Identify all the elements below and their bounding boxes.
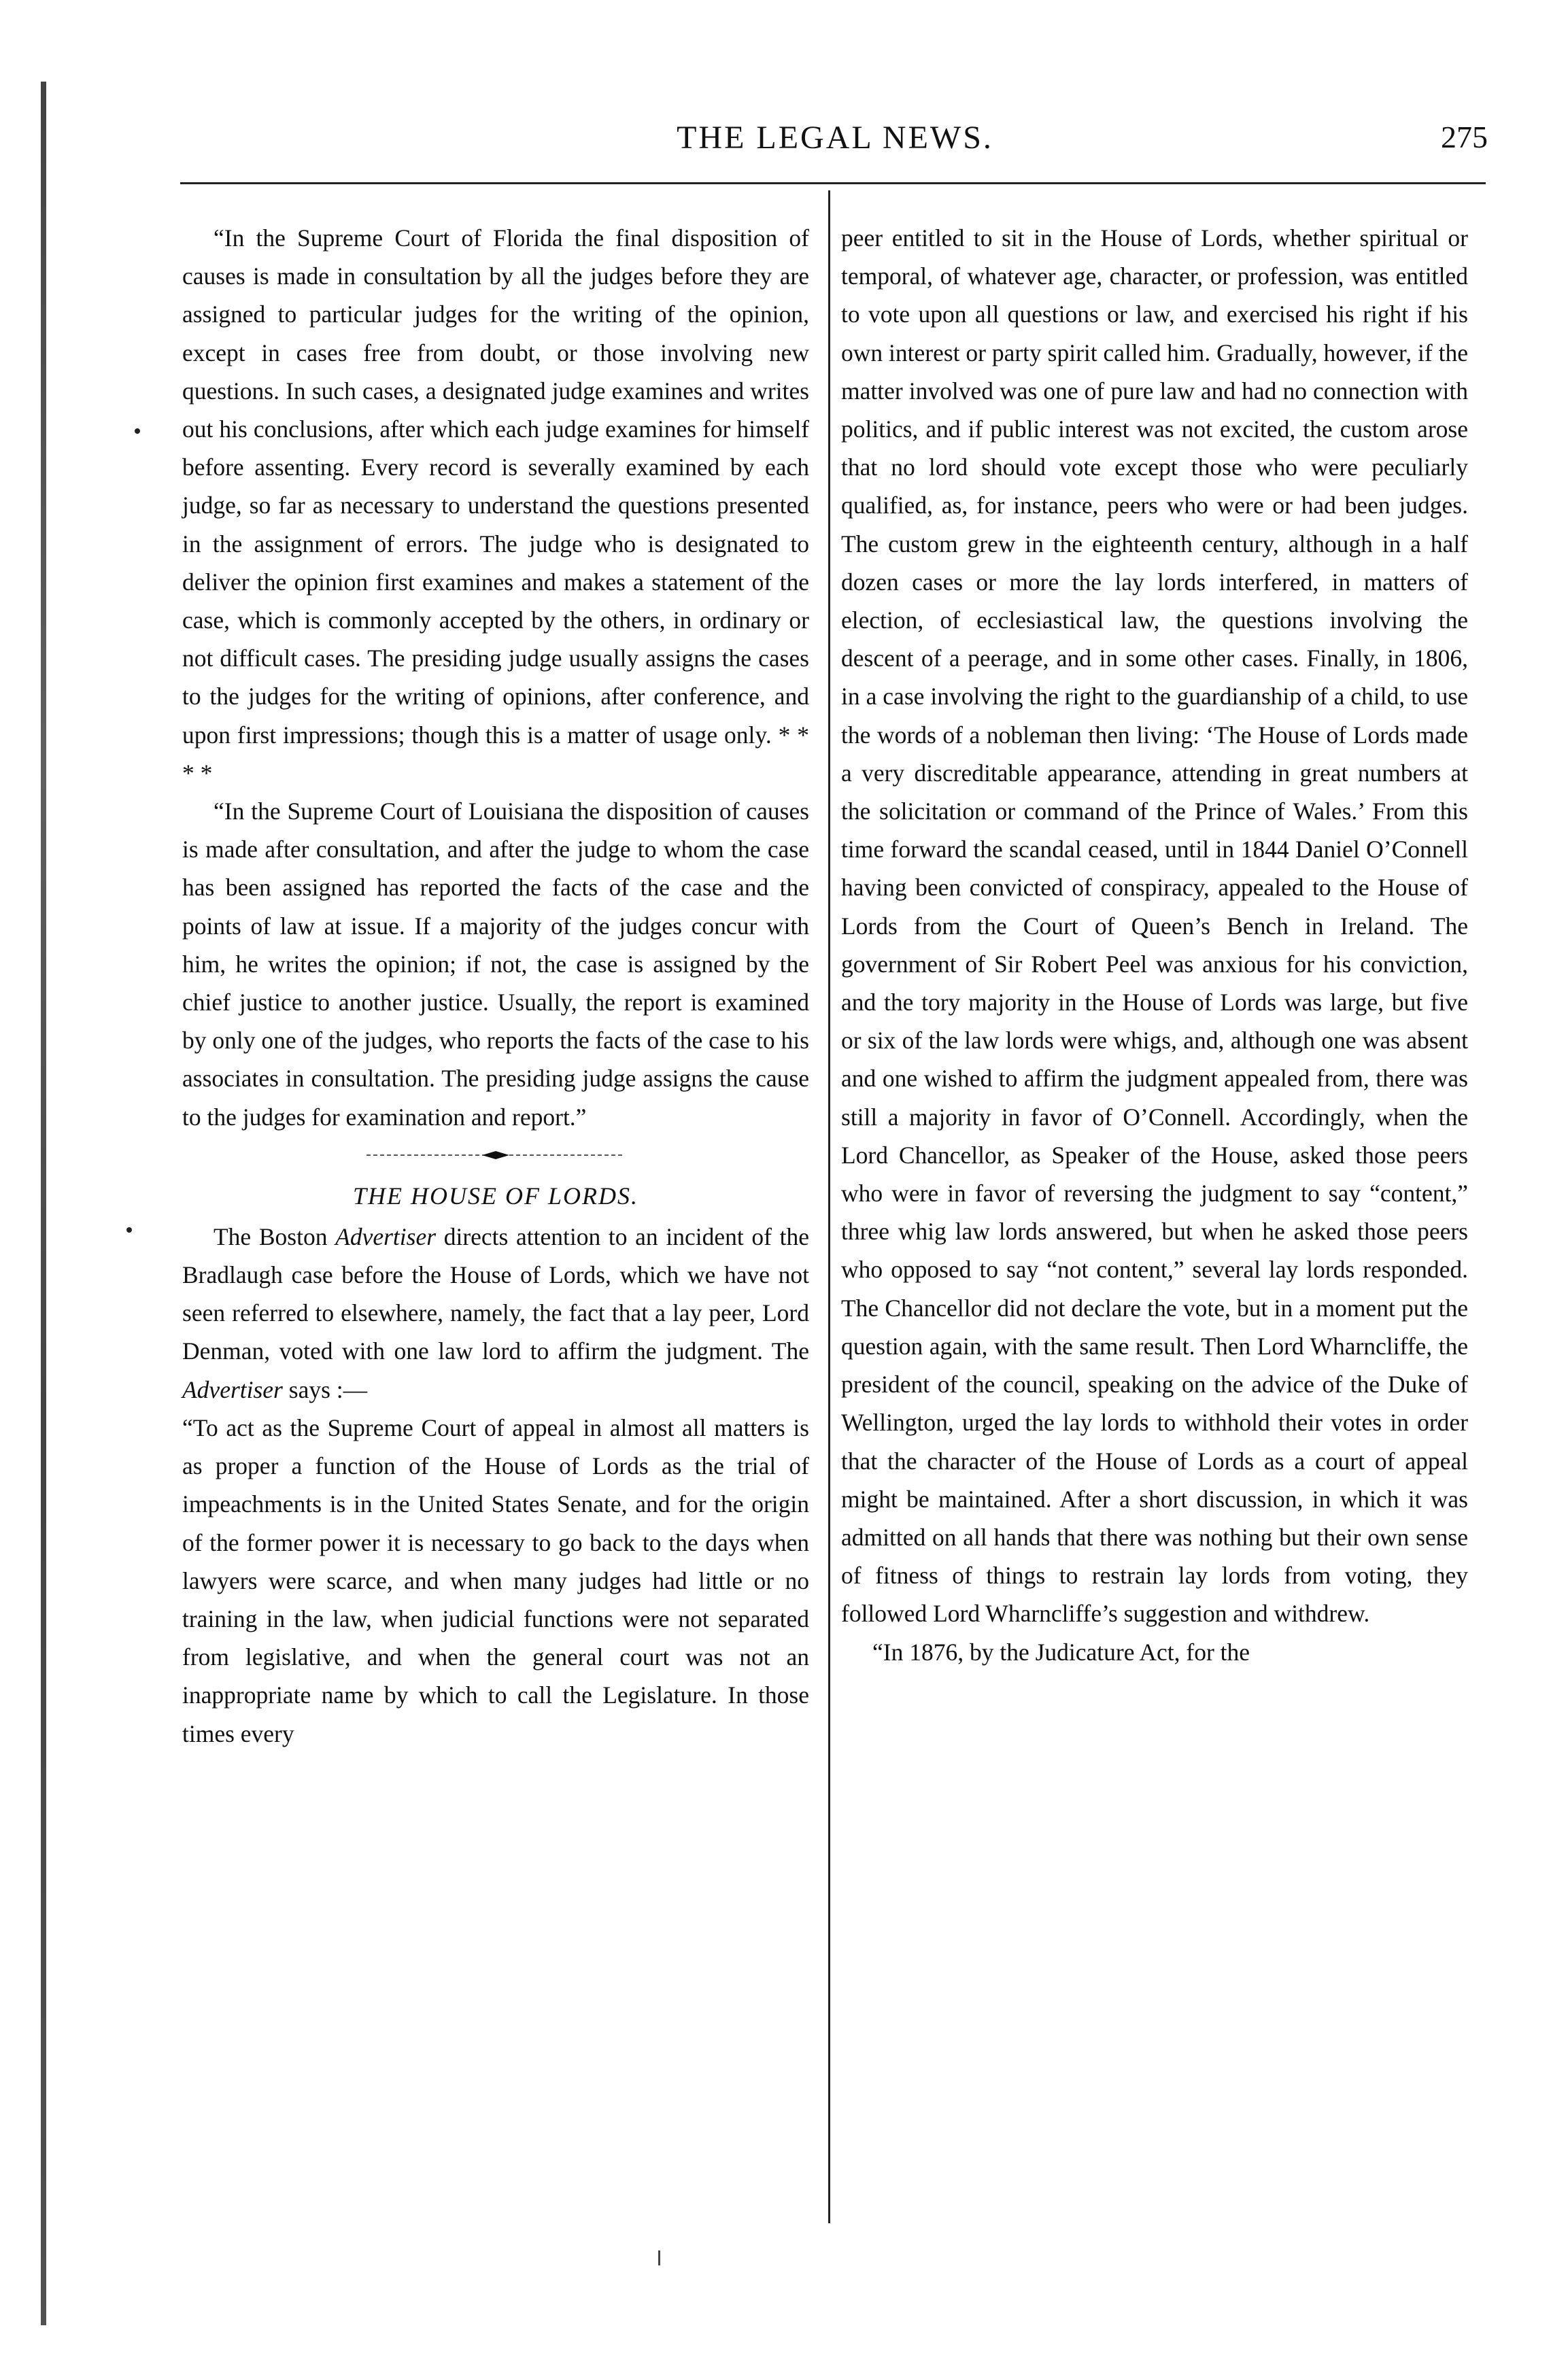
boston-advertiser-paragraph [182,1218,809,1409]
section-ornament [182,1136,809,1174]
page-number: 275 [1441,120,1488,154]
publication-name: Advertiser [335,1222,437,1250]
florida-paragraph: “In the Supreme Court of Florida the final disposition of causes is made in consultation by all the judges before they are assigned to particular judges for the writing of the opinion, except in cases free from doubt, or those involving new questions. In such cases, a designated judge examines and writes out his conclusions, after which each judge examines for himself before assenting. Every record is severally examined by each judge, so far as necessary to understand the questions presented in the assignment of errors. The judge who is designated to deliver the opinion first examines and makes a statement of the case, which is commonly accepted by the others, in ordinary or not difficult cases. The presiding judge usually assigns the cases to the judges for the writing of opinions, after conference, and upon first impressions; though this is a matter of usage only. * * * * [182,224,809,787]
text-run: says :— [282,1375,368,1403]
right-column [841,219,1468,1671]
ornament-rule-icon [346,1148,645,1162]
text-run: The Boston [214,1222,336,1250]
quotation-paragraph: “To act as the Supreme Court of appeal in almost all matters is as proper a function of the House of Lords as the trial of impeachments is in the United States Senate, and for the origin of the former power it is necessary to go back to the days when lawyers were scarce, and when many judges had little or no training in the law, when judicial functions were not separated from legislative, and when the general court was not an inappropriate name by which to call the Legislature. In those times every [182,1414,809,1747]
running-title: THE LEGAL NEWS. [677,120,993,156]
section-title: THE HOUSE OF LORDS. [353,1182,638,1210]
page-header [182,119,1488,173]
left-column [182,219,809,1753]
publication-name: Advertiser [182,1375,283,1403]
page-binding-edge [41,82,46,2325]
house-of-lords-paragraph: peer entitled to sit in the House of Lords, whether spiritual or temporal, of whatever age, character, or profession, was entitled to vote upon all questions or law, and exercised his right if his own interest or party spirit called him. Gradually, however, if the matter involved was one of pure law and had no connection with politics, and if public interest was not excited, the custom arose that no lord should vote except those who were peculiarly qualified, as, for instance, peers who were or had been judges. The custom grew in the eighteenth century, although in a half dozen cases or more the lay lords interfered, in matters of election, of ecclesiastical law, the questions involving the descent of a peerage, and in some other cases. Finally, in 1806, in a case involving the right to the guardianship of a child, to use the words of a nobleman then living: ‘The House of Lords made a very discreditable appearance, attending in great numbers at the solicitation or command of the Prince of Wales.’ From this time forward the scandal ceased, until in 1844 Daniel O’Connell having been convicted of conspiracy, appealed to the House of Lords from the Court of Queen’s Bench in Ireland. The government of Sir Robert Peel was anxious for his conviction, and the tory majority in the House of Lords was large, but five or six of the law lords were whigs, and, although one was absent and one wished to affirm the judgment appealed from, there was still a majority in favor of O’Connell. Accordingly, when the Lord Chancellor, as Speaker of the House, asked those peers who were in favor of reversing the judgment to say “content,” three whig law lords answered, but when he asked those peers who opposed to say “not content,” several lay lords responded. The Chancellor did not declare the vote, but in a moment put the question again, with the same result. Then Lord Wharncliffe, the president of the council, speaking on the advice of the Duke of Wellington, urged the lay lords to withhold their votes in order that the character of the House of Lords as a court of appeal might be maintained. After a short discussion, in which it was admitted on all hands that there was nothing but their own sense of fitness of things to restrain lay lords from voting, they followed Lord Wharncliffe’s suggestion and withdrew. [841,224,1468,1628]
judicature-act-paragraph: “In 1876, by the Judicature Act, for the [872,1638,1250,1666]
column-divider [828,190,830,2223]
header-rule [180,182,1486,184]
louisiana-paragraph: “In the Supreme Court of Louisiana the disposition of causes is made after consultation, and after the judge to whom the case has been assigned has reported the facts of the case and the points of law at issue. If a majority of the judges concur with him, he writes the opinion; if not, the case is assigned by the chief justice to another justice. Usually, the report is examined by only one of the judges, who reports the facts of the case to his associates in consultation. The presiding judge assigns the cause to the judges for examination and report.” [182,798,809,1131]
margin-mark [126,1227,132,1233]
text-run: directs attention to an incident of the Bradlaugh case before the House of Lords, which we have not seen referred to elsewhere, namely, the fact that a lay peer, Lord Denman, voted with one law lord to affirm the judgment. The [182,1222,809,1365]
footer-mark [658,2250,660,2265]
margin-mark [135,428,140,434]
